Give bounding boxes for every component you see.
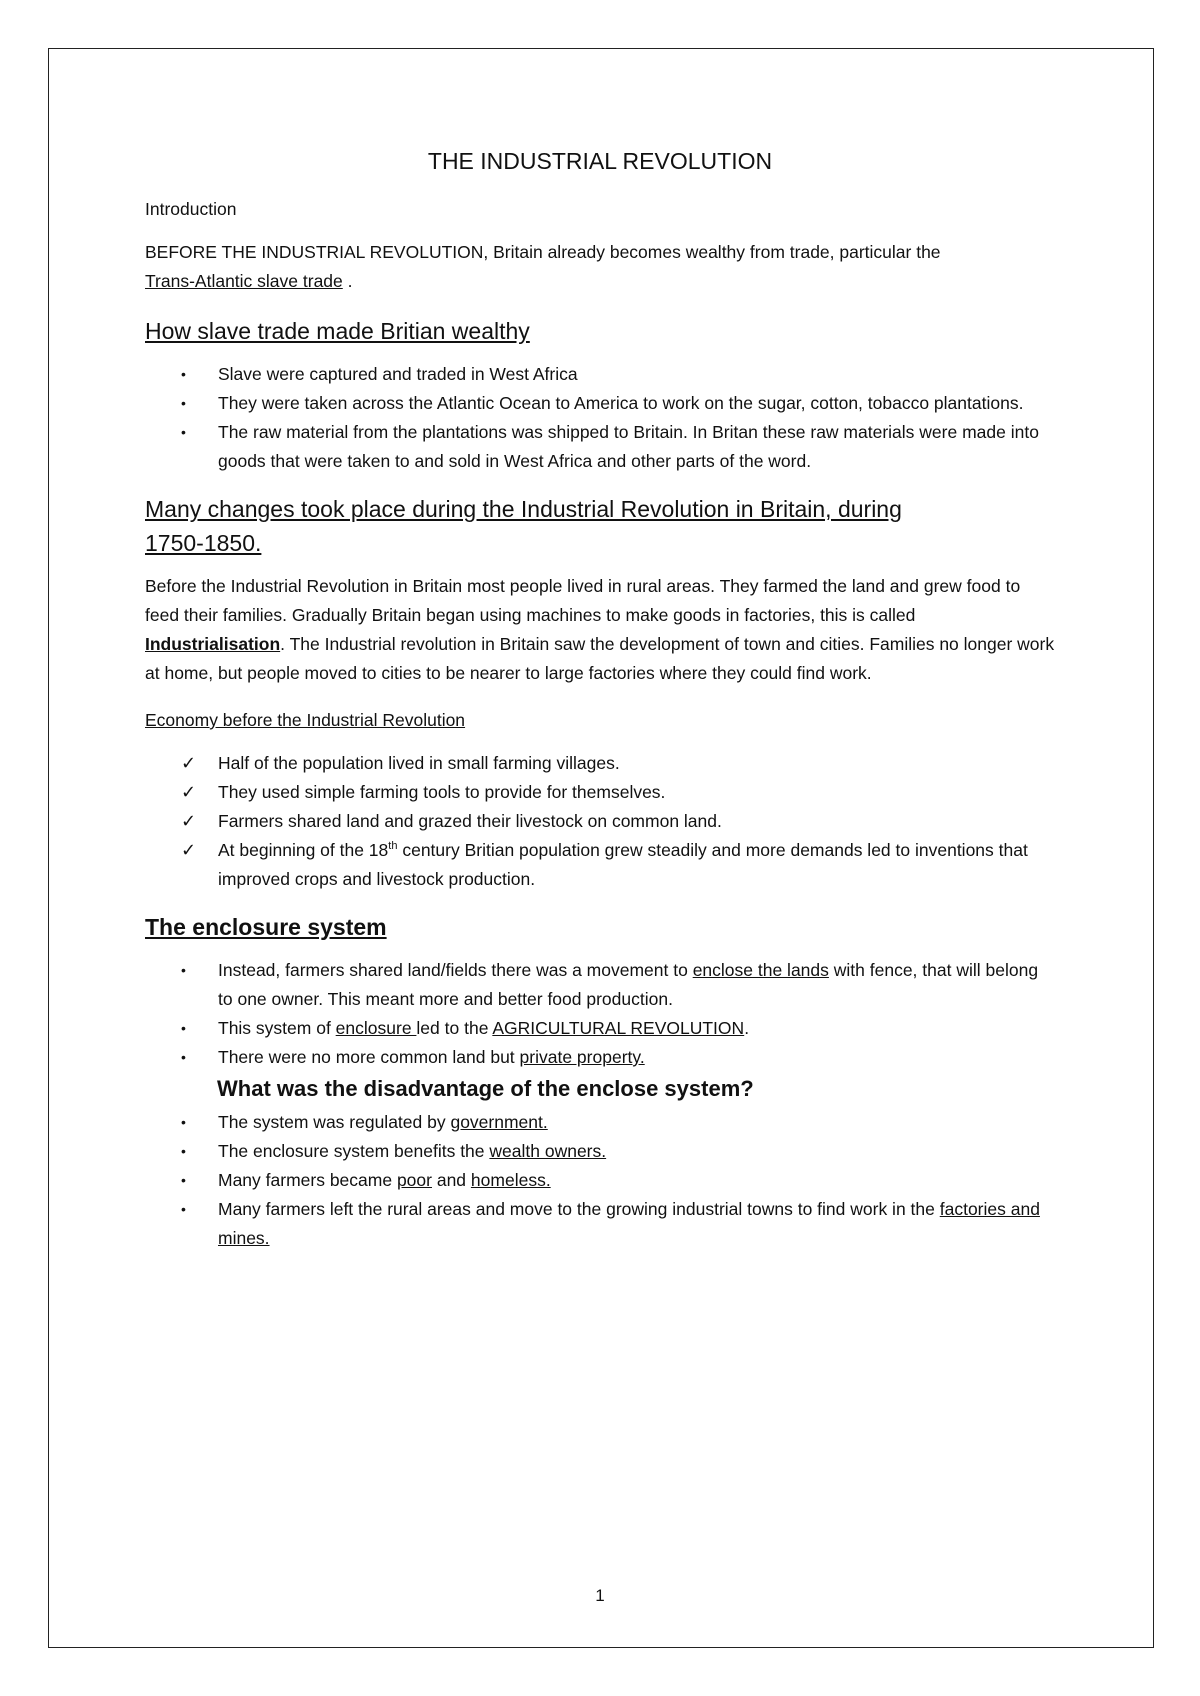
disadvantage-question: What was the disadvantage of the enclose system?	[217, 1076, 754, 1101]
list-item: ✓ Half of the population lived in small farming villages.	[145, 749, 1055, 778]
bullet-icon: •	[181, 1201, 186, 1217]
bullet-icon: •	[181, 366, 186, 382]
checkmark-icon: ✓	[181, 782, 197, 803]
list-item: • The system was regulated by government.	[145, 1108, 1055, 1137]
disadvantage-list	[145, 1108, 1055, 1253]
bullet-icon: •	[181, 1049, 186, 1065]
list-item: • The enclosure system benefits the wealth owners.	[145, 1137, 1055, 1166]
checkmark-icon: ✓	[181, 753, 197, 774]
economy-heading: Economy before the Industrial Revolution	[145, 710, 466, 730]
checkmark-icon: ✓	[181, 840, 197, 861]
list-item: ✓ At beginning of the 18th century Britian population grew steadily and more demands led to inventions that improved crops and livestock production.	[145, 836, 1055, 894]
bullet-icon: •	[181, 1172, 186, 1188]
page-number: 1	[595, 1586, 605, 1605]
bullet-icon: •	[181, 424, 186, 440]
list-item: • Instead, farmers shared land/fields there was a movement to enclose the lands with fence, that will belong to one owner. This meant more and better food production.	[145, 956, 1055, 1014]
bullet-icon: •	[181, 962, 186, 978]
list-item: • Slave were captured and traded in West Africa	[145, 360, 1055, 389]
industrialisation-term: Industrialisation	[145, 634, 281, 654]
list-item: ✓ Farmers shared land and grazed their livestock on common land.	[145, 807, 1055, 836]
intro-label: Introduction	[145, 199, 237, 219]
changes-paragraph: Before the Industrial Revolution in Britain most people lived in rural areas. They farmed the land and grew food to feed their families. Gradually Britain began using machines to make goods in factories, this is called Industrialisation. The Industrial revolution in Britain saw the development of town and cities. Families no longer work at home, but people moved to cities to be nearer to large factories where they could find work.	[145, 576, 1055, 683]
list-item: • There were no more common land but private property.	[145, 1043, 1055, 1072]
document-title: THE INDUSTRIAL REVOLUTION	[427, 148, 773, 174]
slave-trade-list	[145, 360, 1055, 476]
trans-atlantic-link: Trans-Atlantic slave trade	[145, 271, 343, 291]
bullet-icon: •	[181, 1143, 186, 1159]
bullet-icon: •	[181, 1114, 186, 1130]
enclosure-list	[145, 956, 1055, 1072]
list-item: • Many farmers left the rural areas and move to the growing industrial towns to find work in the factories and mines.	[145, 1195, 1055, 1253]
list-item: • Many farmers became poor and homeless.	[145, 1166, 1055, 1195]
checkmark-icon: ✓	[181, 811, 197, 832]
document-body	[145, 148, 1055, 1269]
intro-paragraph	[145, 238, 1055, 296]
bullet-icon: •	[181, 395, 186, 411]
section-heading-changes: Many changes took place during the Industrial Revolution in Britain, during 1750-1850.	[145, 496, 902, 556]
list-item: • This system of enclosure led to the AGRICULTURAL REVOLUTION.	[145, 1014, 1055, 1043]
list-item: • The raw material from the plantations was shipped to Britain. In Britan these raw materials were made into goods that were taken to and sold in West Africa and other parts of the word.	[145, 418, 1055, 476]
section-heading-enclosure: The enclosure system	[145, 914, 387, 940]
section-heading-slave-trade: How slave trade made Britian wealthy	[145, 318, 530, 344]
list-item: ✓ They used simple farming tools to provide for themselves.	[145, 778, 1055, 807]
intro-suffix: .	[342, 271, 353, 291]
intro-text: BEFORE THE INDUSTRIAL REVOLUTION, Britain already becomes wealthy from trade, particular the	[145, 242, 941, 262]
bullet-icon: •	[181, 1020, 186, 1036]
list-item: • They were taken across the Atlantic Ocean to America to work on the sugar, cotton, tobacco plantations.	[145, 389, 1055, 418]
economy-list	[145, 749, 1055, 894]
